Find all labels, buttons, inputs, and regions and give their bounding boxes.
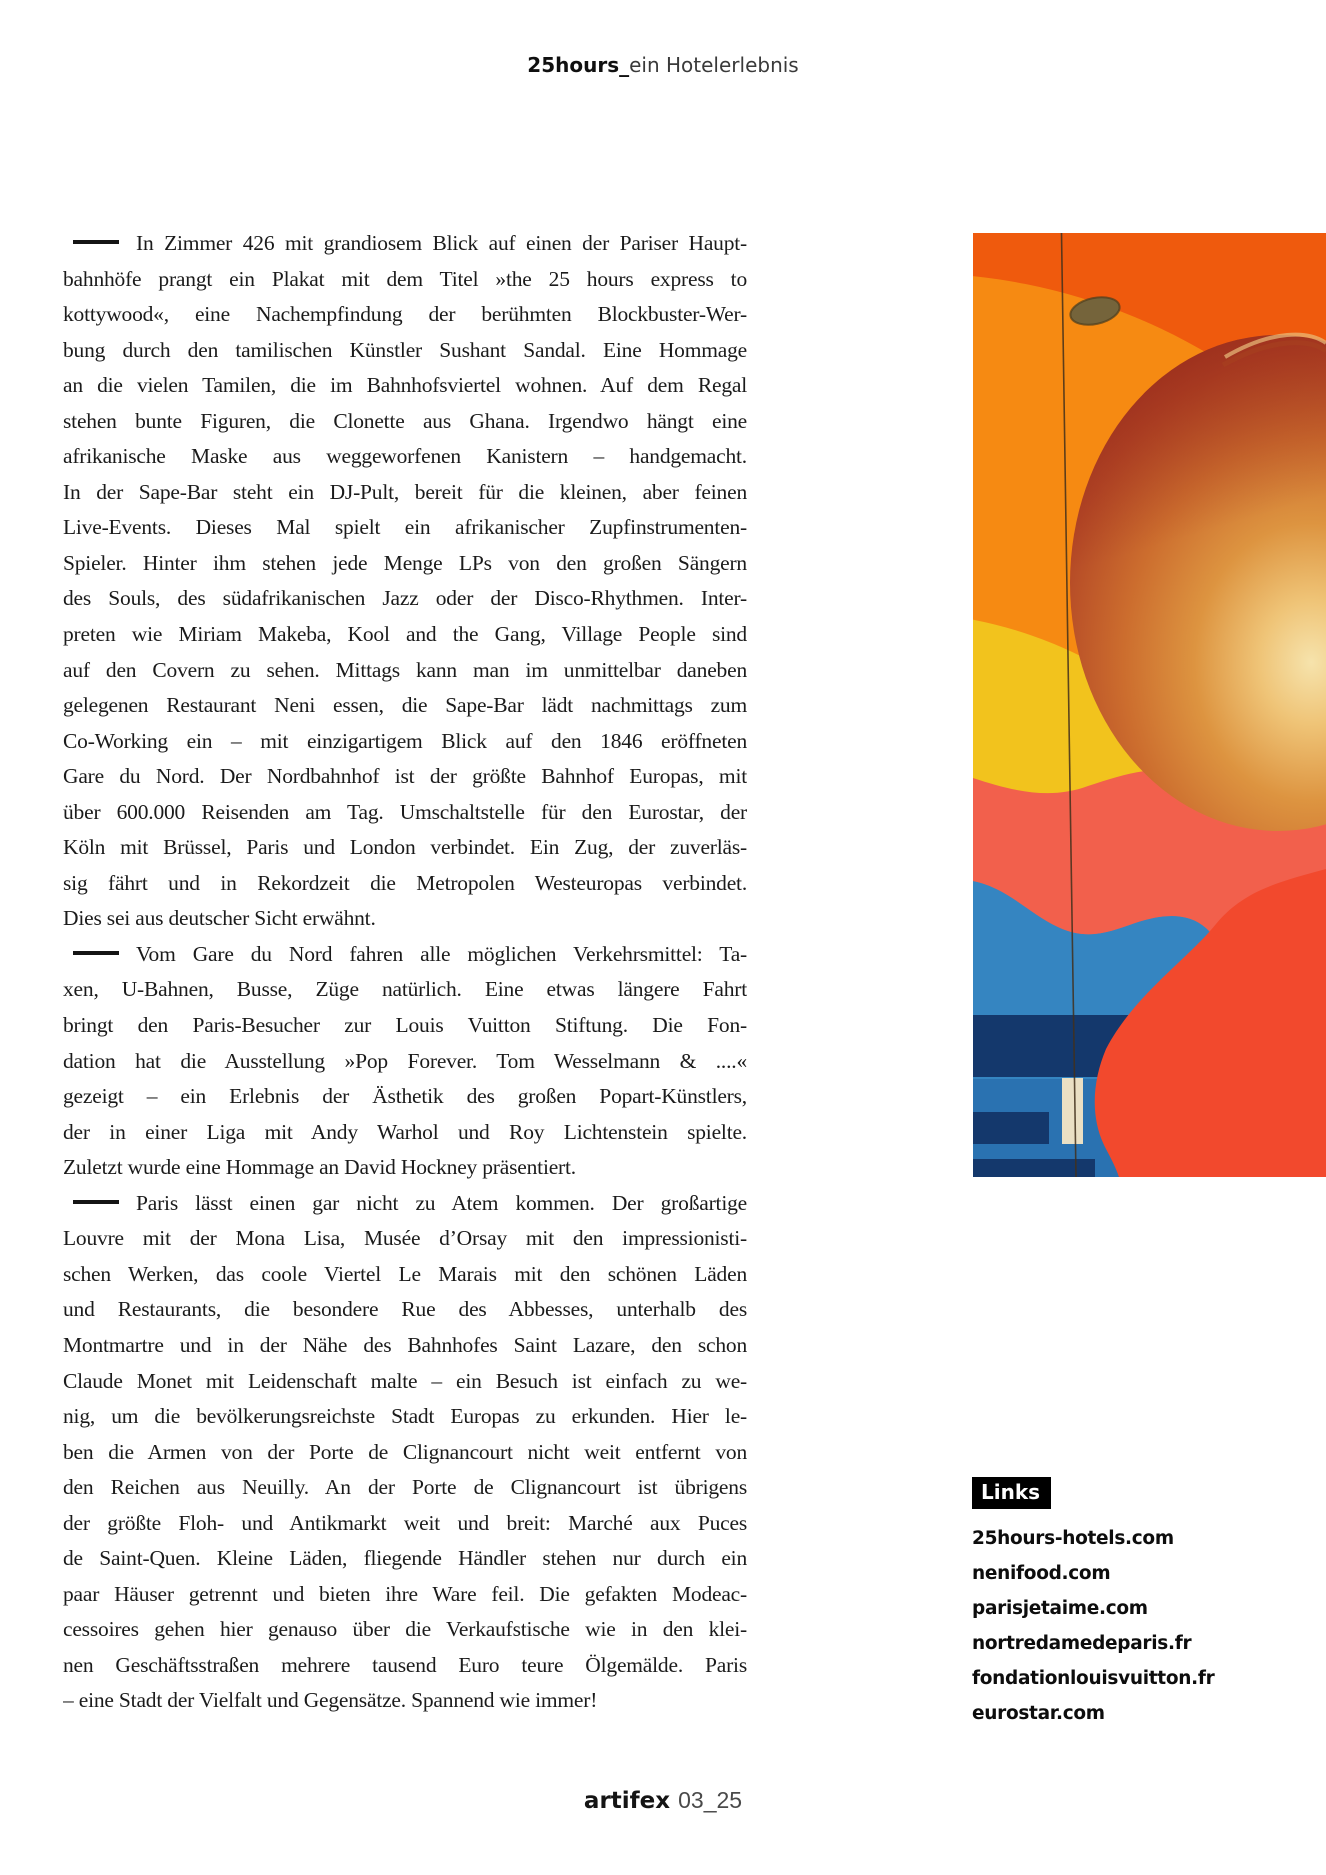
body-line: sig fährt und in Rekordzeit die Metropolen Westeuropas verbindet. <box>63 870 747 895</box>
body-line: Claude Monet mit Leidenschaft malte – ein Besuch ist einfach zu we- <box>63 1368 747 1393</box>
body-line: cessoires gehen hier genauso über die Verkaufstische wie in den klei- <box>63 1617 747 1642</box>
body-line: Paris lässt einen gar nicht zu Atem kommen. Der großartige <box>63 1186 747 1222</box>
link-url: parisjetaime.com <box>972 1598 1148 1619</box>
link-url: eurostar.com <box>972 1703 1105 1724</box>
body-line: der in einer Liga mit Andy Warhol und Roy Lichtenstein spielte. <box>63 1119 747 1144</box>
paragraph-dash-rule <box>73 951 119 955</box>
body-line: de Saint-Quen. Kleine Läden, fliegende Händler stehen nur durch ein <box>63 1546 747 1571</box>
body-line: In der Sape-Bar steht ein DJ-Pult, bereit für die kleinen, aber feinen <box>63 479 747 504</box>
body-line: gelegenen Restaurant Neni essen, die Sape-Bar lädt nachmittags zum <box>63 693 747 718</box>
body-line: dation hat die Ausstellung »Pop Forever. Tom Wesselmann & ....« <box>63 1048 747 1073</box>
body-line: den Reichen aus Neuilly. An der Porte de Clignancourt ist übrigens <box>63 1475 747 1500</box>
link-url: 25hours-hotels.com <box>972 1528 1174 1549</box>
body-line: bringt den Paris-Besucher zur Louis Vuitton Stiftung. Die Fon- <box>63 1013 747 1038</box>
body-line: gezeigt – ein Erlebnis der Ästhetik des großen Popart-Künstlers, <box>63 1084 747 1109</box>
body-line: Dies sei aus deutscher Sicht erwähnt. <box>63 906 376 931</box>
issue-number: 03_25 <box>678 1787 743 1813</box>
artwork-canvas <box>973 233 1326 1177</box>
body-line: schen Werken, das coole Viertel Le Marais mit den schönen Läden <box>63 1261 747 1286</box>
cream-rectangle <box>1062 1078 1083 1144</box>
body-line: – eine Stadt der Vielfalt und Gegensätze. Spannend wie immer! <box>63 1688 598 1713</box>
artwork-pop-art-peach <box>973 233 1326 1177</box>
page-footer <box>0 1786 1326 1815</box>
header-subtitle: ein Hotelerlebnis <box>629 53 799 77</box>
paragraph-dash-rule <box>73 1200 119 1204</box>
body-line: In Zimmer 426 mit grandiosem Blick auf einen der Pariser Haupt- <box>63 226 747 262</box>
link-url: fondationlouisvuitton.fr <box>972 1668 1215 1689</box>
body-line: kottywood«, eine Nachempfindung der berühmten Blockbuster-Wer- <box>63 302 747 327</box>
body-line: bung durch den tamilischen Künstler Sushant Sandal. Eine Hommage <box>63 337 747 362</box>
body-line: über 600.000 Reisenden am Tag. Umschaltstelle für den Eurostar, der <box>63 799 747 824</box>
body-line: ben die Armen von der Porte de Clignancourt nicht weit entfernt von <box>63 1439 747 1464</box>
body-line: xen, U-Bahnen, Busse, Züge natürlich. Eine etwas längere Fahrt <box>63 977 747 1002</box>
link-url: nortredamedeparis.fr <box>972 1633 1192 1654</box>
body-line: stehen bunte Figuren, die Clonette aus Ghana. Irgendwo hängt eine <box>63 408 747 433</box>
paragraph-dash-rule <box>73 240 119 244</box>
body-column <box>63 226 747 1719</box>
brand-title: 25hours_ <box>527 53 630 77</box>
link-url: nenifood.com <box>972 1563 1111 1584</box>
body-line: Gare du Nord. Der Nordbahnhof ist der größte Bahnhof Europas, mit <box>63 764 747 789</box>
body-line: preten wie Miriam Makeba, Kool and the Gang, Village People sind <box>63 622 747 647</box>
page-header <box>0 53 1326 77</box>
body-line: an die vielen Tamilen, die im Bahnhofsviertel wohnen. Auf dem Regal <box>63 373 747 398</box>
body-line: Co-Working ein – mit einzigartigem Blick auf den 1846 eröffneten <box>63 728 747 753</box>
body-line: Zuletzt wurde eine Hommage an David Hockney präsentiert. <box>63 1155 576 1180</box>
links-box <box>972 1477 1312 1724</box>
links-badge: Links <box>972 1477 1051 1509</box>
body-line: Montmartre und in der Nähe des Bahnhofes Saint Lazare, den schon <box>63 1332 747 1357</box>
body-line: und Restaurants, die besondere Rue des Abbesses, unterhalb des <box>63 1297 747 1322</box>
body-line: afrikanische Maske aus weggeworfenen Kanistern – handgemacht. <box>63 444 747 469</box>
navy-stripe <box>973 1112 1049 1144</box>
magazine-name: artifex <box>583 1788 671 1814</box>
body-line: Louvre mit der Mona Lisa, Musée d’Orsay mit den impressionisti- <box>63 1226 747 1251</box>
body-line: nen Geschäftsstraßen mehrere tausend Euro teure Ölgemälde. Paris <box>63 1652 747 1677</box>
body-line: bahnhöfe prangt ein Plakat mit dem Titel »the 25 hours express to <box>63 266 747 291</box>
body-line: Live-Events. Dieses Mal spielt ein afrikanischer Zupfinstrumenten- <box>63 515 747 540</box>
body-line: Spieler. Hinter ihm stehen jede Menge LPs von den großen Sängern <box>63 550 747 575</box>
body-line: nig, um die bevölkerungsreichste Stadt Europas zu erkunden. Hier le- <box>63 1404 747 1429</box>
body-line: Vom Gare du Nord fahren alle möglichen Verkehrsmittel: Ta- <box>63 937 747 973</box>
body-line: des Souls, des südafrikanischen Jazz oder der Disco-Rhythmen. Inter- <box>63 586 747 611</box>
body-line: auf den Covern zu sehen. Mittags kann man im unmittelbar daneben <box>63 657 747 682</box>
links-list <box>972 1528 1312 1724</box>
body-line: paar Häuser getrennt und bieten ihre Ware feil. Die gefakten Modeac- <box>63 1581 747 1606</box>
body-line: Köln mit Brüssel, Paris und London verbindet. Ein Zug, der zuverläs- <box>63 835 747 860</box>
body-line: der größte Floh- und Antikmarkt weit und breit: Marché aux Puces <box>63 1510 747 1535</box>
